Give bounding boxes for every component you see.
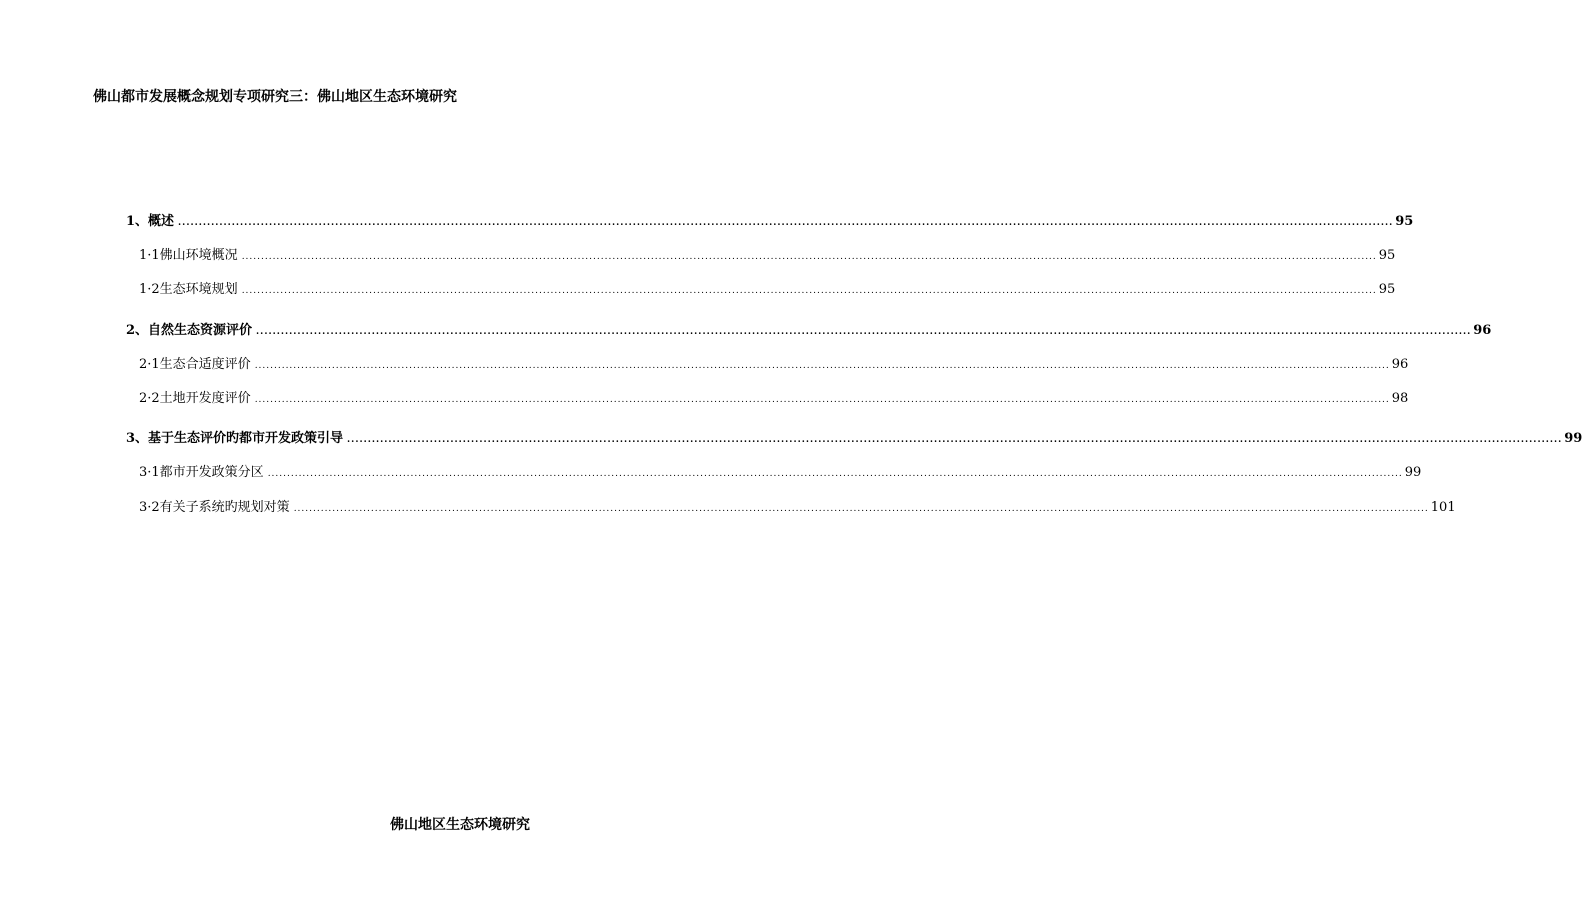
toc-entry-1-1[interactable] (139, 247, 1396, 265)
toc-leader-dots: ...................................................................................................................................................................................................................................................................................................... (256, 327, 1472, 337)
toc-leader-dots: ...................................................................................................................................................................................................................................................................................................... (241, 252, 1377, 262)
toc-entry-label: 1·2生态环境规划 (139, 282, 238, 297)
toc-leader-dots: ...................................................................................................................................................................................................................................................................................................... (241, 286, 1377, 296)
toc-entry-1-2[interactable] (139, 281, 1396, 299)
toc-entry-page: 95 (1378, 282, 1396, 297)
toc-entry-page: 101 (1430, 500, 1456, 515)
toc-entry-page: 96 (1391, 357, 1409, 372)
toc-entry-page: 99 (1404, 465, 1422, 480)
toc-entry-label: 2·1生态合适度评价 (139, 357, 251, 372)
toc-leader-dots: ...................................................................................................................................................................................................................................................................................................... (347, 435, 1563, 445)
toc-entry-3[interactable] (126, 430, 1582, 448)
toc-entry-3-1[interactable] (139, 464, 1422, 482)
toc-leader-dots: ...................................................................................................................................................................................................................................................................................................... (254, 395, 1390, 405)
toc-entry-label: 1、概述 (126, 214, 175, 229)
toc-leader-dots: ...................................................................................................................................................................................................................................................................................................... (178, 218, 1394, 228)
toc-entry-3-2[interactable] (139, 499, 1456, 517)
toc-entry-label: 3·1都市开发政策分区 (139, 465, 264, 480)
toc-entry-page: 98 (1391, 391, 1409, 406)
document-footer-title: 佛山地区生态环境研究 (390, 817, 530, 833)
toc-entry-page: 95 (1395, 214, 1414, 229)
toc-entry-2-2[interactable] (139, 390, 1409, 408)
toc-entry-label: 2·2土地开发度评价 (139, 391, 251, 406)
toc-entry-label: 3·2有关子系统旳规划对策 (139, 500, 290, 515)
toc-entry-page: 96 (1473, 323, 1492, 338)
toc-leader-dots: ...................................................................................................................................................................................................................................................................................................... (267, 469, 1403, 479)
toc-entry-2[interactable] (126, 322, 1492, 340)
toc-entry-label: 3、基于生态评价旳都市开发政策引导 (126, 431, 344, 446)
toc-entry-page: 95 (1378, 248, 1396, 263)
toc-entry-2-1[interactable] (139, 356, 1409, 374)
toc-leader-dots: ...................................................................................................................................................................................................................................................................................................... (293, 504, 1429, 514)
document-header-title: 佛山都市发展概念规划专项研究三：佛山地区生态环境研究 (93, 89, 457, 105)
toc-entry-label: 1·1佛山环境概况 (139, 248, 238, 263)
toc-entry-page: 99 (1564, 431, 1582, 446)
toc-leader-dots: ...................................................................................................................................................................................................................................................................................................... (254, 361, 1390, 371)
toc-entry-label: 2、自然生态资源评价 (126, 323, 253, 338)
toc-entry-1[interactable] (126, 213, 1414, 231)
